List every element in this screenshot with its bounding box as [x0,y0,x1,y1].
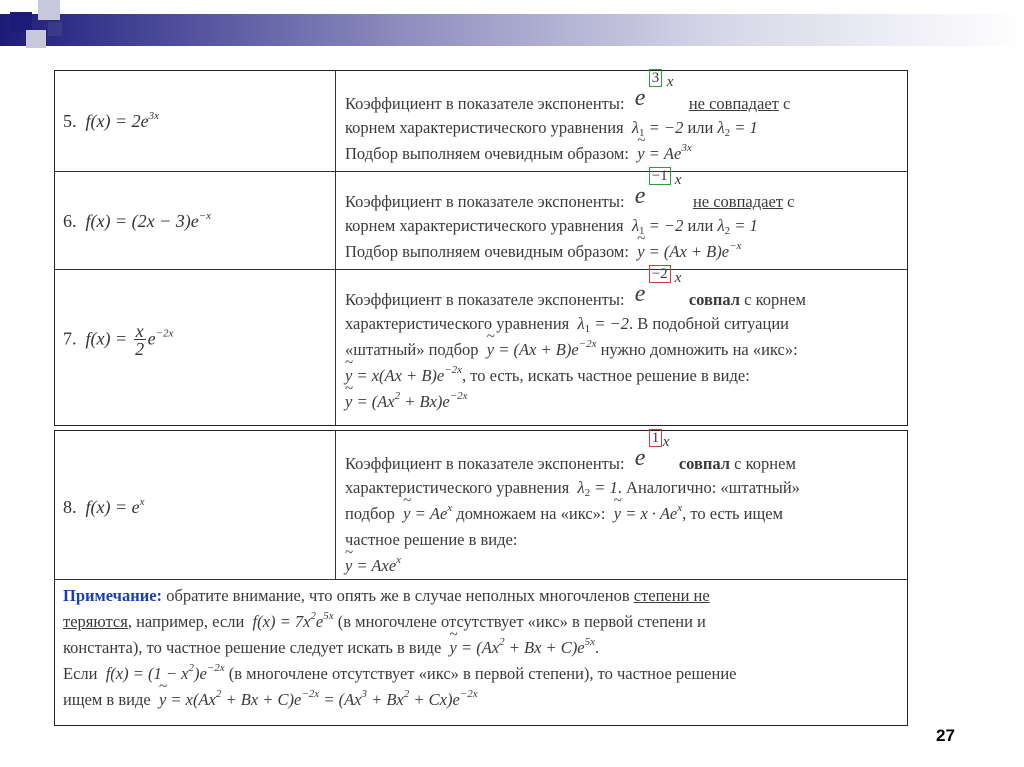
upper-table [54,70,908,426]
function-cell: 7. f(x) = $\frac{x}{2}$ $e^{-2x}$ [63,321,174,359]
explanation-cell: Коэффициент в показателе экспоненты: e 3 x не совпадает с корнем характеристического уравнения $\lambda_1 = -2$ или $\lambda_2 = 1$ Подбор выполняем очевидным образом: ~ $y = Ae^{3x}$ [345,89,790,167]
exponent-marker: e 3 x [634,70,674,111]
table-row [55,168,907,270]
header-gradient-bar [0,14,1024,46]
explanation-cell: Коэффициент в показателе экспоненты: e −1 x не совпадает с корнем характеристического уравнения $\lambda_1 = -2$ или $\lambda_2 = 1$ Подбор выполняем очевидным образом: ~ $y = (Ax + B)e^{-x}$ [345,187,794,265]
exponent-marker: e −1 x [634,168,682,209]
header-square-mid [48,22,62,36]
fraction: $\frac{x}{2}$ [135,321,145,359]
function-cell: 6. $f(x) = (2x - 3)e^{-x}$ [63,210,212,231]
header-square-light [38,0,60,20]
table-row [55,266,907,425]
table-row [55,71,907,172]
page-number: 27 [936,726,955,745]
exponent-marker: e −2 x [634,266,682,307]
function-cell: 8. $f(x) = e^x$ [63,496,145,517]
header-square-light [26,30,46,48]
explanation-cell: Коэффициент в показателе экспоненты: e −2 x совпал с корнем характеристического уравнения $\lambda_1 = -2$. В подобной ситуации «штатный» подбор ~ $y = (Ax + B)e^{-2x}$ нужно домножить на «икс»: ~ $y = x(Ax + B)e^{-2x}$, то есть, искать частное решение в виде: ~ $y = (Ax^2 + Bx)e^{-2x}$ [345,285,806,415]
exponent-marker: e 1 x [634,430,670,471]
note-text: Примечание: обратите внимание, что опять же в случае неполных многочленов степени не теряются, например, если $f(x) = 7x^2e^{5x}$ (в многочлене отсутствует «икс» в первой степени и константа), то частное решение следует искать в виде ~ $y = (Ax^2 + Bx + C)e^{5x}$. Если $f(x) = (1 - x^2)e^{-2x}$ (в многочлене отсутствует «икс» в первой степени), то частное решение ищем в виде ~ $y = x(Ax^2 + Bx + C)e^{-2x} = (Ax^3 + Bx^2 + Cx)e^{-2x}$ [63,583,736,713]
note-block [55,579,907,725]
function-cell: 5. $f(x) = 2e^{3x}$ [63,110,160,131]
note-label: Примечание: [63,586,163,605]
header-square-dark [10,12,32,32]
column-divider [335,431,336,579]
lower-table [54,430,908,726]
explanation-cell: Коэффициент в показателе экспоненты: e 1 x совпал с корнем характеристического уравнения $\lambda_2 = 1$. Аналогично: «штатный» подбор ~ $y = Ae^x$ домножаем на «икс»: ~ $y = x \cdot Ae^x$, то есть ищем частное решение в виде: ~ y = Axe$^x$ [345,449,800,579]
table-row [55,431,907,580]
